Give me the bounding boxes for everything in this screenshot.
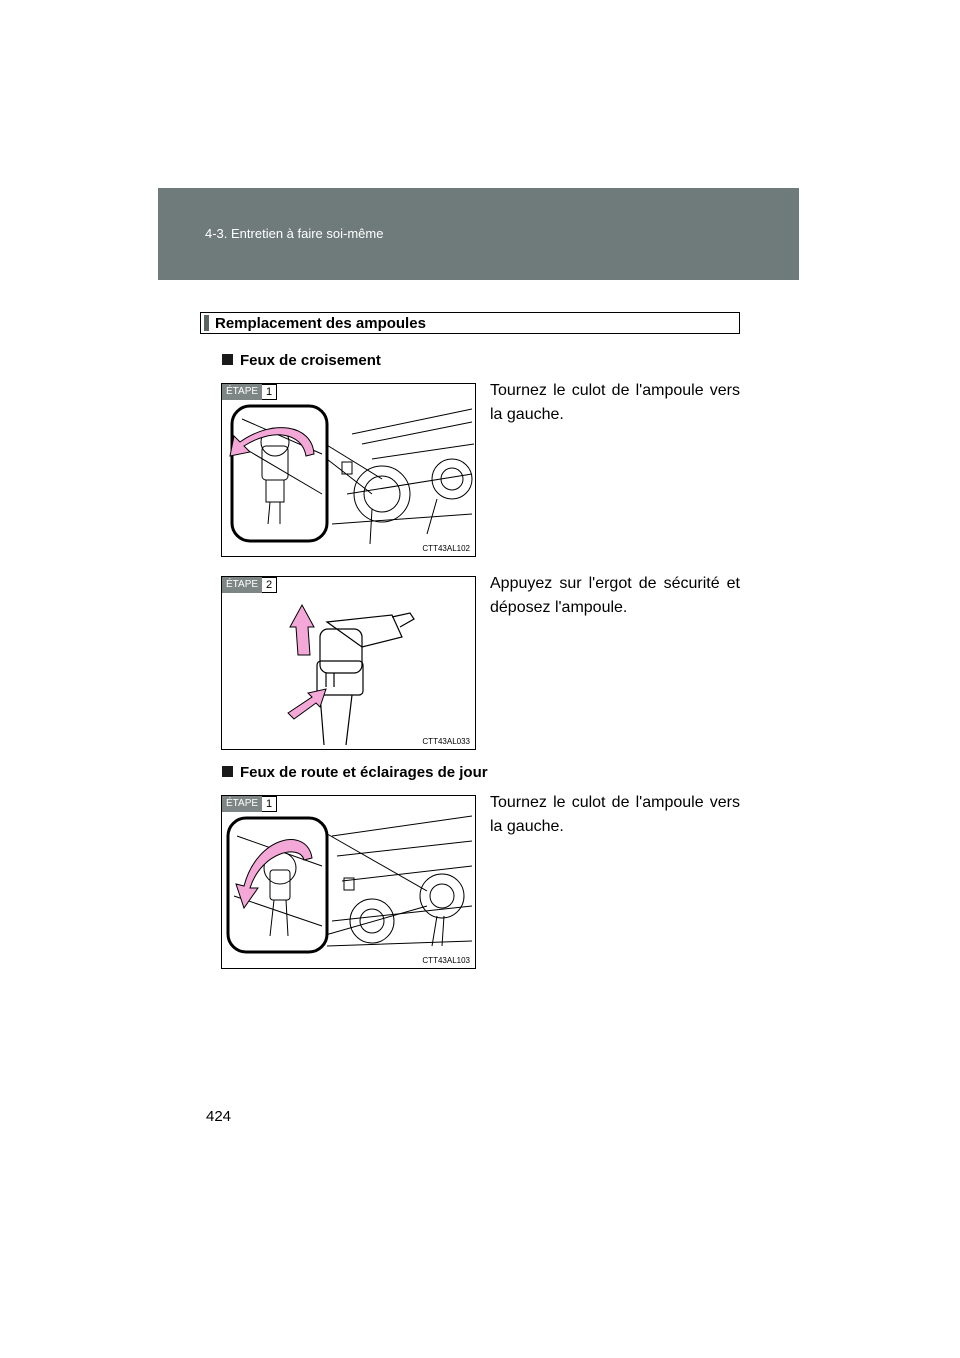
step-number: 1	[262, 384, 277, 400]
step-label: ÉTAPE	[222, 384, 262, 400]
instruction-high-beam-step-1: Tournez le culot de l'ampoule vers la gauche.	[490, 794, 740, 835]
subheading-high-beam	[222, 764, 488, 781]
page-number: 424	[206, 1108, 232, 1125]
instruction-low-beam-step-1: Tournez le culot de l'ampoule vers la gauche.	[490, 382, 740, 423]
subheading-high-beam-label: Feux de route et éclairages de jour	[240, 764, 488, 781]
figure-low-beam-step-2	[221, 576, 476, 750]
subheading-low-beam	[222, 352, 381, 369]
instruction-low-beam-step-2: Appuyez sur l'ergot de sécurité et déposez l'ampoule.	[490, 575, 740, 616]
subheading-low-beam-label: Feux de croisement	[240, 352, 381, 369]
headlamp-rear-illustration	[222, 384, 476, 557]
figure-high-beam-step-1	[221, 795, 476, 969]
bulb-removal-illustration	[222, 577, 476, 750]
high-beam-lamp-illustration	[222, 796, 476, 969]
step-tag	[222, 384, 277, 400]
section-title-bar	[204, 315, 209, 331]
step-label: ÉTAPE	[222, 796, 262, 812]
step-tag	[222, 577, 277, 593]
step-number: 2	[262, 577, 277, 593]
section-title-box	[200, 312, 740, 334]
chapter-header: 4-3. Entretien à faire soi-même	[205, 226, 384, 241]
section-title: Remplacement des ampoules	[215, 315, 426, 332]
figure-low-beam-step-1	[221, 383, 476, 557]
step-tag	[222, 796, 277, 812]
figure-code: CTT43AL103	[422, 956, 470, 965]
square-bullet-icon	[222, 766, 233, 777]
step-label: ÉTAPE	[222, 577, 262, 593]
figure-code: CTT43AL033	[422, 737, 470, 746]
figure-code: CTT43AL102	[422, 544, 470, 553]
step-number: 1	[262, 796, 277, 812]
square-bullet-icon	[222, 354, 233, 365]
